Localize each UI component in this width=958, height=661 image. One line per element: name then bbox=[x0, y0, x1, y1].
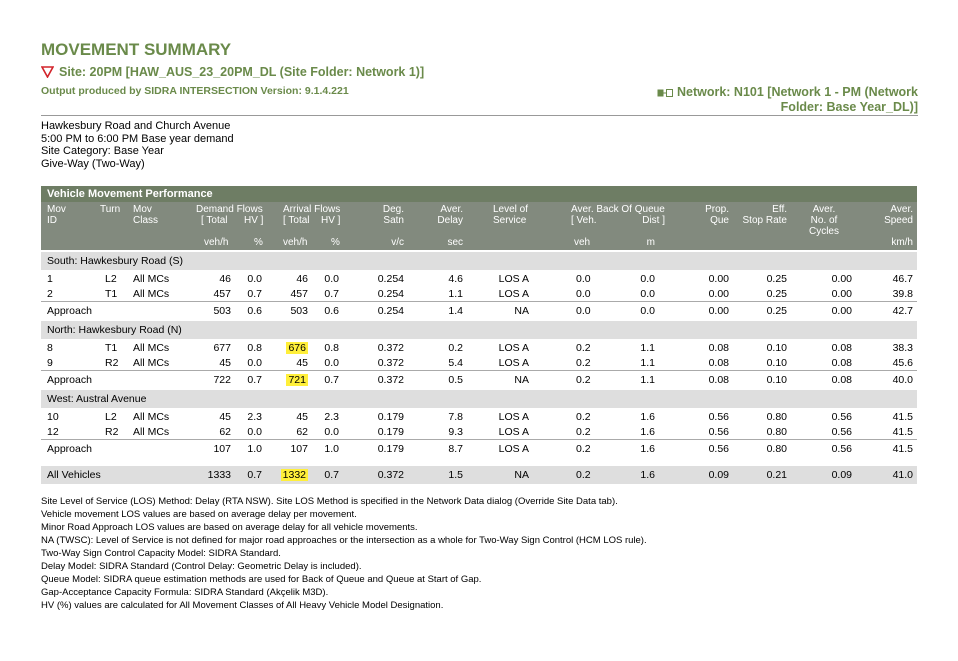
cell-delay: 5.4 bbox=[448, 356, 463, 369]
note-line: Vehicle movement LOS values are based on average delay per movement. bbox=[41, 509, 357, 520]
hdr-turn: Turn bbox=[100, 204, 121, 215]
hdr-stoprate2: Stop Rate bbox=[742, 215, 787, 226]
hdr-speed2: Speed bbox=[884, 215, 913, 226]
note-line: Site Level of Service (LOS) Method: Delay (RTA NSW). Site LOS Method is specified in the Network Data dialog (Override Site Data tab). bbox=[41, 496, 618, 507]
cell-turn: L2 bbox=[105, 273, 117, 285]
network-icon bbox=[657, 89, 673, 97]
cell-arrival-total: 1332 bbox=[282, 469, 306, 481]
cell-queue-veh: 0.0 bbox=[576, 287, 591, 300]
cell-delay: 7.8 bbox=[448, 411, 463, 423]
hdr-deg1: Deg. bbox=[382, 204, 404, 215]
cell-speed: 41.0 bbox=[892, 469, 913, 481]
cell-deg-satn: 0.372 bbox=[377, 342, 404, 354]
hdr-arrival: Arrival Flows bbox=[283, 204, 341, 215]
unit-sec: sec bbox=[447, 237, 463, 248]
table-row bbox=[41, 272, 917, 287]
cell-los: NA bbox=[514, 374, 529, 386]
cell-demand-total: 45 bbox=[219, 356, 231, 369]
note-line: Queue Model: SIDRA queue estimation methods are used for Back of Queue and Queue at Start of Gap. bbox=[41, 574, 482, 585]
cell-los: LOS A bbox=[498, 342, 529, 354]
cell-prop-que: 0.08 bbox=[708, 356, 729, 369]
table-row bbox=[41, 410, 917, 425]
cell-stop-rate: 0.80 bbox=[766, 443, 787, 455]
table-row bbox=[41, 425, 917, 440]
cell-demand-hv: 0.0 bbox=[247, 425, 262, 438]
cell-delay: 1.4 bbox=[448, 305, 463, 317]
cell-los: LOS A bbox=[498, 273, 529, 285]
cell-arrival-hv: 0.6 bbox=[324, 305, 339, 317]
cell-delay: 0.2 bbox=[448, 342, 463, 354]
table-row bbox=[41, 341, 917, 356]
cell-speed: 41.5 bbox=[892, 411, 913, 423]
cell-deg-satn: 0.179 bbox=[377, 411, 404, 423]
cell-arrival-hv: 2.3 bbox=[324, 411, 339, 423]
hdr-los1: Level of bbox=[493, 204, 529, 215]
cell-speed: 40.0 bbox=[892, 374, 913, 386]
cell-class: All MCs bbox=[133, 287, 170, 300]
cell-delay: 1.1 bbox=[448, 287, 463, 300]
cell-prop-que: 0.08 bbox=[708, 374, 729, 386]
cell-id: 2 bbox=[47, 287, 53, 300]
cell-queue-dist: 1.1 bbox=[640, 356, 655, 369]
cell-stop-rate: 0.25 bbox=[766, 305, 787, 317]
cell-queue-veh: 0.2 bbox=[576, 411, 591, 423]
cell-prop-que: 0.00 bbox=[708, 287, 729, 300]
cell-delay: 1.5 bbox=[448, 469, 463, 481]
page-title: MOVEMENT SUMMARY bbox=[41, 40, 232, 59]
row-label: All Vehicles bbox=[47, 469, 101, 481]
cell-prop-que: 0.56 bbox=[708, 443, 729, 455]
info-line: Hawkesbury Road and Church Avenue bbox=[41, 120, 231, 132]
cell-id: 9 bbox=[47, 356, 53, 369]
hdr-propque1: Prop. bbox=[705, 204, 729, 215]
cell-queue-veh: 0.2 bbox=[576, 469, 591, 481]
cell-cycles: 0.08 bbox=[831, 374, 852, 386]
cell-class: All MCs bbox=[133, 411, 170, 423]
hdr-cycles3: Cycles bbox=[808, 226, 839, 237]
cell-stop-rate: 0.10 bbox=[766, 356, 787, 369]
hdr-propque2: Que bbox=[710, 215, 729, 226]
unit-kmh: km/h bbox=[891, 237, 913, 248]
cell-demand-hv: 0.7 bbox=[247, 469, 262, 481]
cell-queue-veh: 0.2 bbox=[576, 443, 591, 455]
output-line: Output produced by SIDRA INTERSECTION Version: 9.1.4.221 bbox=[41, 85, 349, 97]
cell-los: LOS A bbox=[498, 443, 529, 455]
cell-speed: 42.7 bbox=[892, 305, 913, 317]
cell-speed: 41.5 bbox=[892, 443, 913, 455]
cell-queue-dist: 1.1 bbox=[640, 374, 655, 386]
cell-deg-satn: 0.372 bbox=[377, 374, 404, 386]
cell-los: LOS A bbox=[498, 287, 529, 300]
cell-demand-total: 457 bbox=[213, 287, 231, 300]
cell-demand-total: 722 bbox=[213, 374, 231, 386]
cell-queue-veh: 0.2 bbox=[576, 342, 591, 354]
cell-stop-rate: 0.10 bbox=[766, 342, 787, 354]
cell-turn: T1 bbox=[105, 342, 118, 354]
cell-queue-veh: 0.2 bbox=[576, 374, 591, 386]
cell-queue-veh: 0.2 bbox=[576, 425, 591, 438]
table-row bbox=[41, 356, 917, 371]
cell-arrival-total: 107 bbox=[290, 443, 308, 455]
row-label: Approach bbox=[47, 374, 92, 386]
hdr-deg2: Satn bbox=[383, 215, 404, 226]
cell-prop-que: 0.09 bbox=[708, 469, 729, 481]
movement-table bbox=[41, 186, 917, 484]
cell-speed: 45.6 bbox=[892, 356, 913, 369]
cell-deg-satn: 0.372 bbox=[377, 469, 404, 481]
unit-demand: veh/h bbox=[204, 237, 229, 248]
cell-cycles: 0.00 bbox=[831, 273, 852, 285]
cell-queue-dist: 0.0 bbox=[640, 273, 655, 285]
cell-queue-dist: 1.1 bbox=[640, 342, 655, 354]
cell-prop-que: 0.56 bbox=[708, 411, 729, 423]
hdr-boq-dist: Dist ] bbox=[642, 215, 665, 226]
cell-demand-total: 677 bbox=[213, 342, 231, 354]
cell-queue-dist: 1.6 bbox=[640, 443, 655, 455]
cell-stop-rate: 0.10 bbox=[766, 374, 787, 386]
cell-delay: 9.3 bbox=[448, 425, 463, 438]
cell-speed: 39.8 bbox=[892, 287, 913, 300]
cell-id: 10 bbox=[47, 411, 59, 423]
cell-demand-hv: 0.7 bbox=[247, 287, 262, 300]
cell-deg-satn: 0.179 bbox=[377, 425, 404, 438]
cell-stop-rate: 0.21 bbox=[766, 469, 787, 481]
cell-queue-veh: 0.0 bbox=[576, 305, 591, 317]
info-line: Give-Way (Two-Way) bbox=[41, 157, 145, 170]
cell-deg-satn: 0.254 bbox=[377, 287, 404, 300]
site-info bbox=[41, 120, 234, 170]
cell-id: 1 bbox=[47, 273, 53, 285]
cell-arrival-total: 46 bbox=[296, 273, 308, 285]
cell-queue-dist: 0.0 bbox=[640, 305, 655, 317]
cell-queue-dist: 1.6 bbox=[640, 425, 655, 438]
cell-turn: L2 bbox=[105, 411, 117, 423]
cell-demand-total: 62 bbox=[219, 425, 231, 438]
cell-demand-hv: 0.7 bbox=[247, 374, 262, 386]
row-label: Approach bbox=[47, 305, 92, 317]
cell-stop-rate: 0.80 bbox=[766, 425, 787, 438]
cell-demand-hv: 0.0 bbox=[247, 273, 262, 285]
cell-speed: 41.5 bbox=[892, 425, 913, 438]
cell-arrival-total: 457 bbox=[290, 287, 308, 300]
hdr-delay1: Aver. bbox=[440, 204, 463, 215]
cell-turn: R2 bbox=[105, 356, 119, 369]
cell-class: All MCs bbox=[133, 356, 170, 369]
cell-cycles: 0.09 bbox=[831, 469, 852, 481]
cell-cycles: 0.08 bbox=[831, 356, 852, 369]
cell-demand-hv: 0.0 bbox=[247, 356, 262, 369]
cell-cycles: 0.08 bbox=[831, 342, 852, 354]
cell-speed: 38.3 bbox=[892, 342, 913, 354]
cell-deg-satn: 0.179 bbox=[377, 443, 404, 455]
unit-vc: v/c bbox=[391, 237, 404, 248]
cell-delay: 4.6 bbox=[448, 273, 463, 285]
cell-arrival-total: 45 bbox=[296, 411, 308, 423]
section-header: West: Austral Avenue bbox=[41, 390, 917, 408]
cell-cycles: 0.00 bbox=[831, 287, 852, 300]
cell-arrival-hv: 0.7 bbox=[324, 469, 339, 481]
cell-queue-dist: 1.6 bbox=[640, 411, 655, 423]
cell-queue-veh: 0.2 bbox=[576, 356, 591, 369]
hdr-stoprate1: Eff. bbox=[772, 204, 787, 215]
cell-class: All MCs bbox=[133, 342, 170, 354]
hdr-speed1: Aver. bbox=[890, 204, 913, 215]
hdr-mov: Mov bbox=[47, 204, 66, 215]
hdr-movclass2: Class bbox=[133, 215, 159, 226]
cell-queue-veh: 0.0 bbox=[576, 273, 591, 285]
table-body bbox=[41, 252, 917, 484]
cell-cycles: 0.56 bbox=[831, 443, 852, 455]
site-line bbox=[41, 65, 424, 79]
triangle-down-icon bbox=[41, 66, 54, 78]
cell-queue-dist: 1.6 bbox=[640, 469, 655, 481]
cell-arrival-hv: 0.7 bbox=[324, 374, 339, 386]
cell-id: 12 bbox=[47, 425, 59, 438]
hdr-movclass1: Mov bbox=[133, 204, 152, 215]
cell-deg-satn: 0.254 bbox=[377, 273, 404, 285]
cell-los: NA bbox=[514, 469, 529, 481]
info-line: 5:00 PM to 6:00 PM Base year demand bbox=[41, 132, 234, 145]
cell-demand-total: 107 bbox=[213, 443, 231, 455]
hdr-los2: Service bbox=[493, 215, 527, 226]
hdr-cycles1: Aver. bbox=[812, 204, 836, 215]
unit-demand-hv: % bbox=[254, 237, 263, 248]
cell-deg-satn: 0.372 bbox=[377, 356, 404, 369]
cell-deg-satn: 0.254 bbox=[377, 305, 404, 317]
cell-los: LOS A bbox=[498, 425, 529, 438]
network-label-1: Network: N101 [Network 1 - PM (Network bbox=[676, 85, 918, 99]
cell-arrival-total: 721 bbox=[288, 374, 306, 386]
cell-demand-total: 45 bbox=[219, 411, 231, 423]
all-vehicles-row bbox=[41, 466, 917, 484]
cell-arrival-hv: 0.0 bbox=[324, 273, 339, 285]
cell-demand-hv: 2.3 bbox=[247, 411, 262, 423]
note-line: HV (%) values are calculated for All Movement Classes of All Heavy Vehicle Model Designation. bbox=[41, 600, 444, 611]
cell-arrival-total: 676 bbox=[288, 342, 306, 354]
unit-m: m bbox=[646, 237, 655, 248]
hdr-arrival-total: [ Total bbox=[283, 215, 310, 226]
hdr-delay2: Delay bbox=[437, 215, 463, 226]
network-line bbox=[618, 85, 918, 115]
network-label-2: Folder: Base Year_DL)] bbox=[780, 100, 918, 114]
hdr-demand: Demand Flows bbox=[196, 204, 263, 215]
note-line: Two-Way Sign Control Capacity Model: SIDRA Standard. bbox=[41, 548, 281, 559]
cell-stop-rate: 0.80 bbox=[766, 411, 787, 423]
row-label: Approach bbox=[47, 443, 92, 455]
cell-arrival-hv: 0.8 bbox=[324, 342, 339, 354]
note-line: NA (TWSC): Level of Service is not defined for major road approaches or the intersection as a whole for Two-Way Sign Control (HCM LOS rule). bbox=[41, 535, 647, 546]
cell-arrival-hv: 0.0 bbox=[324, 425, 339, 438]
cell-demand-hv: 0.8 bbox=[247, 342, 262, 354]
approach-row bbox=[41, 301, 917, 319]
cell-demand-hv: 1.0 bbox=[247, 443, 262, 455]
approach-row bbox=[41, 439, 917, 457]
cell-los: NA bbox=[514, 305, 529, 317]
cell-delay: 8.7 bbox=[448, 443, 463, 455]
cell-cycles: 0.56 bbox=[831, 425, 852, 438]
table-band-title: Vehicle Movement Performance bbox=[41, 186, 917, 202]
note-line: Minor Road Approach LOS values are based on average delay for all vehicle movements. bbox=[41, 522, 418, 533]
cell-class: All MCs bbox=[133, 273, 170, 285]
cell-arrival-total: 503 bbox=[290, 305, 308, 317]
cell-los: LOS A bbox=[498, 411, 529, 423]
header-divider bbox=[41, 115, 918, 116]
cell-arrival-hv: 1.0 bbox=[324, 443, 339, 455]
section-header: North: Hawkesbury Road (N) bbox=[41, 321, 917, 339]
cell-cycles: 0.00 bbox=[831, 305, 852, 317]
cell-class: All MCs bbox=[133, 425, 170, 438]
cell-turn: T1 bbox=[105, 287, 118, 300]
section-header: South: Hawkesbury Road (S) bbox=[41, 252, 917, 270]
hdr-demand-hv: HV ] bbox=[244, 215, 264, 226]
hdr-boq-veh: [ Veh. bbox=[571, 215, 597, 226]
approach-row bbox=[41, 370, 917, 388]
cell-prop-que: 0.08 bbox=[708, 342, 729, 354]
cell-los: LOS A bbox=[498, 356, 529, 369]
info-line: Site Category: Base Year bbox=[41, 145, 164, 157]
note-line: Gap-Acceptance Capacity Formula: SIDRA Standard (Akçelik M3D). bbox=[41, 587, 329, 598]
cell-speed: 46.7 bbox=[892, 273, 913, 285]
hdr-id: ID bbox=[47, 215, 57, 226]
cell-stop-rate: 0.25 bbox=[766, 287, 787, 300]
site-label: Site: 20PM [HAW_AUS_23_20PM_DL (Site Folder: Network 1)] bbox=[59, 65, 425, 79]
cell-demand-total: 503 bbox=[213, 305, 231, 317]
cell-delay: 0.5 bbox=[448, 374, 463, 386]
cell-demand-hv: 0.6 bbox=[247, 305, 262, 317]
cell-arrival-total: 62 bbox=[296, 425, 308, 438]
cell-arrival-total: 45 bbox=[296, 356, 308, 369]
cell-prop-que: 0.56 bbox=[708, 425, 729, 438]
hdr-arrival-hv: HV ] bbox=[321, 215, 341, 226]
cell-turn: R2 bbox=[105, 425, 119, 438]
cell-demand-total: 46 bbox=[219, 273, 231, 285]
cell-prop-que: 0.00 bbox=[708, 273, 729, 285]
table-header bbox=[41, 202, 917, 250]
unit-queue-veh: veh bbox=[574, 237, 591, 248]
cell-id: 8 bbox=[47, 342, 53, 354]
unit-arrival-hv: % bbox=[331, 237, 340, 248]
cell-stop-rate: 0.25 bbox=[766, 273, 787, 285]
cell-cycles: 0.56 bbox=[831, 411, 852, 423]
hdr-demand-total: [ Total bbox=[201, 215, 228, 226]
table-row bbox=[41, 287, 917, 302]
cell-arrival-hv: 0.0 bbox=[324, 356, 339, 369]
hdr-cycles2: No. of bbox=[810, 215, 838, 226]
notes bbox=[41, 495, 647, 612]
cell-queue-dist: 0.0 bbox=[640, 287, 655, 300]
hdr-boq: Aver. Back Of Queue bbox=[571, 204, 665, 215]
cell-demand-total: 1333 bbox=[207, 469, 231, 481]
unit-arrival: veh/h bbox=[283, 237, 308, 248]
cell-prop-que: 0.00 bbox=[708, 305, 729, 317]
note-line: Delay Model: SIDRA Standard (Control Delay: Geometric Delay is included). bbox=[41, 561, 362, 572]
cell-arrival-hv: 0.7 bbox=[324, 287, 339, 300]
